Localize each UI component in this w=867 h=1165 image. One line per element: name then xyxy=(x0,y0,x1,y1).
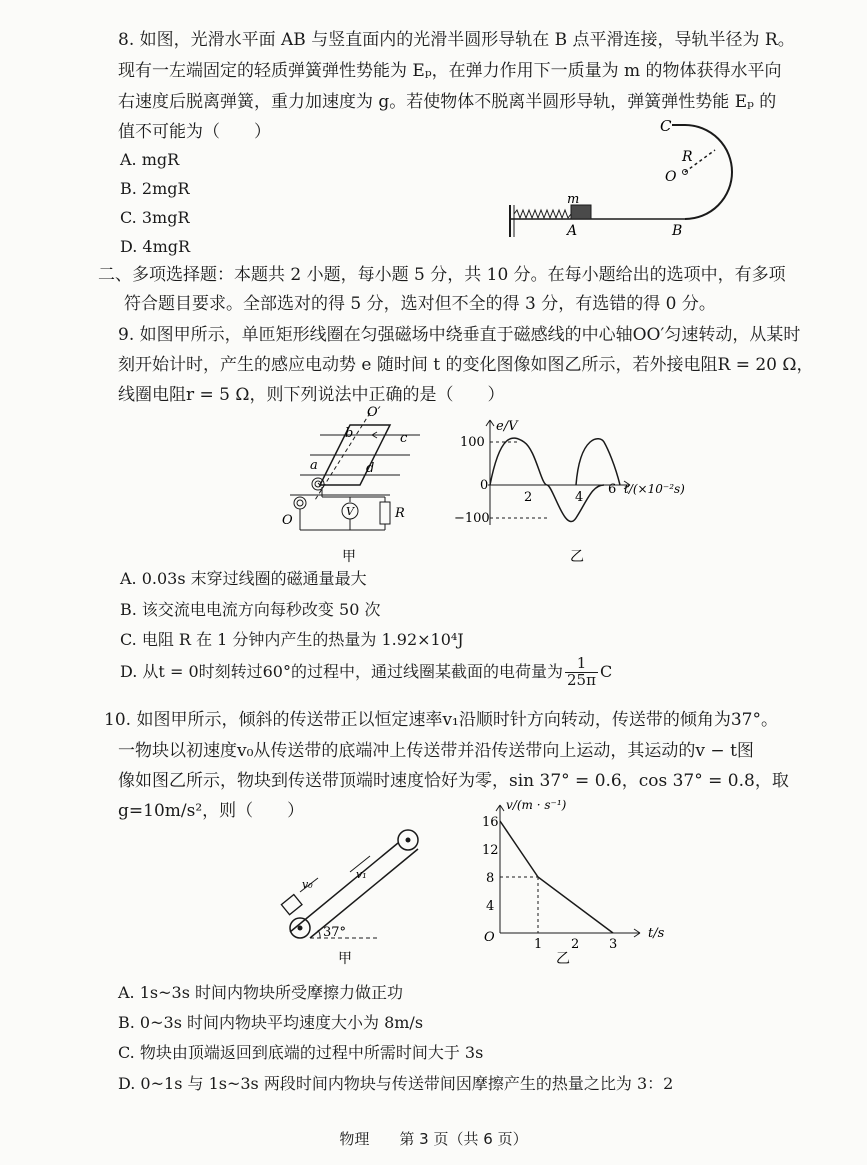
q10-line-1: 10. 如图甲所示，倾斜的传送带正以恒定速率v₁沿顺时针方向转动，传送带的倾角为37°。 xyxy=(104,710,778,730)
q9-label-oprime: O′ xyxy=(367,405,381,420)
q9-line-1: 9. 如图甲所示，单匝矩形线圈在匀强磁场中绕垂直于磁感线的中心轴OO′匀速转动，从某时 xyxy=(118,325,801,345)
q9-option-d-text: D. 从t = 0时刻转过60°的过程中，通过线圈某截面的电荷量为 xyxy=(120,661,563,681)
q9-label-a: a xyxy=(310,458,318,473)
q10-origin: O xyxy=(484,930,495,945)
q9-option-d-numerator: 1 xyxy=(565,656,598,673)
q10-line-4: g=10m/s²，则（ ） xyxy=(118,801,305,821)
q10-tick-t2: 2 xyxy=(571,937,580,952)
q9-option-a: A. 0.03s 末穿过线圈的磁通量最大 xyxy=(120,569,367,588)
q10-option-a: A. 1s~3s 时间内物块所受摩擦力做正功 xyxy=(118,983,404,1002)
q8-line-3: 右速度后脱离弹簧，重力加速度为 g。若使物体不脱离半圆形导轨，弹簧弹性势能 Eₚ 的 xyxy=(118,92,777,112)
q9-line-3: 线圈电阻r = 5 Ω，则下列说法中正确的是（ ） xyxy=(118,385,505,405)
q9-label-o: O xyxy=(282,513,293,528)
page-footer: 物理 第 3 页（共 6 页） xyxy=(339,1130,528,1148)
q10-label-angle: 37° xyxy=(323,925,347,940)
q10-option-b: B. 0~3s 时间内物块平均速度大小为 8m/s xyxy=(118,1013,424,1032)
q10-tick-12: 12 xyxy=(482,843,499,858)
q8-figure xyxy=(500,115,740,245)
q8-option-c: C. 3mgR xyxy=(120,208,190,227)
q8-label-b: B xyxy=(672,223,683,239)
q10-figure-yi xyxy=(470,795,690,970)
q8-option-a: A. mgR xyxy=(120,150,180,169)
q9-caption-jia: 甲 xyxy=(342,549,356,565)
q10-caption-jia: 甲 xyxy=(338,951,352,967)
q9-tick-t4: 4 xyxy=(575,490,584,505)
q9-tick-neg100: −100 xyxy=(454,511,490,526)
q9-tick-100: 100 xyxy=(460,435,485,450)
q8-label-m: m xyxy=(567,192,580,207)
q9-voltmeter-label: V xyxy=(346,505,354,518)
q9-caption-yi: 乙 xyxy=(570,549,584,565)
q9-resistor-label: R xyxy=(395,506,405,521)
q9-option-c: C. 电阻 R 在 1 分钟内产生的热量为 1.92×10⁴J xyxy=(120,630,464,649)
q10-tick-8: 8 xyxy=(486,871,495,886)
q10-ylabel: v/(m · s⁻¹) xyxy=(506,798,567,812)
q10-tick-t3: 3 xyxy=(609,937,618,952)
q9-option-d-fraction xyxy=(565,656,598,689)
q9-xlabel: t/(×10⁻²s) xyxy=(624,482,685,496)
q9-label-d: d xyxy=(366,461,375,476)
q10-xlabel: t/s xyxy=(648,926,665,941)
q10-caption-yi: 乙 xyxy=(556,951,570,967)
q10-tick-4: 4 xyxy=(486,899,495,914)
q8-label-c: C xyxy=(660,117,672,135)
q9-label-b: b xyxy=(345,426,354,441)
q9-figure-yi xyxy=(440,405,710,570)
q8-option-d: D. 4mgR xyxy=(120,237,191,256)
q10-label-v1: v₁ xyxy=(356,868,367,881)
q10-label-v0: v₀ xyxy=(302,878,313,891)
q10-tick-t1: 1 xyxy=(534,937,543,952)
q8-line-2: 现有一左端固定的轻质弹簧弹性势能为 Eₚ，在弹力作用下一质量为 m 的物体获得水平向 xyxy=(118,61,782,81)
q9-option-d-unit: C xyxy=(599,661,613,681)
q10-option-c: C. 物块由顶端返回到底端的过程中所需时间大于 3s xyxy=(118,1043,484,1062)
section2-line-2: 符合题目要求。全部选对的得 5 分，选对但不全的得 3 分，有选错的得 0 分。 xyxy=(124,294,716,314)
q9-option-d xyxy=(120,656,612,689)
q10-line-2: 一物块以初速度v₀从传送带的底端冲上传送带并沿传送带向上运动，其运动的v − t图 xyxy=(118,741,754,761)
q9-tick-t6: 6 xyxy=(608,482,617,497)
q9-option-b: B. 该交流电电流方向每秒改变 50 次 xyxy=(120,600,381,619)
q10-tick-16: 16 xyxy=(482,815,499,830)
q8-label-a: A xyxy=(567,223,578,239)
section2-line-1: 二、多项选择题：本题共 2 小题，每小题 5 分，共 10 分。在每小题给出的选项中，有多项 xyxy=(98,265,786,285)
q9-tick-t2: 2 xyxy=(524,490,533,505)
q9-label-c: c xyxy=(400,431,408,446)
q8-label-o: O xyxy=(665,169,677,185)
q8-line-1: 8. 如图，光滑水平面 AB 与竖直面内的光滑半圆形导轨在 B 点平滑连接，导轨半径为 R。 xyxy=(118,30,795,50)
q10-option-d: D. 0~1s 与 1s~3s 两段时间内物块与传送带间因摩擦产生的热量之比为 3：2 xyxy=(118,1074,674,1093)
q8-label-r: R xyxy=(682,149,693,165)
q9-line-2: 刻开始计时，产生的感应电动势 e 随时间 t 的变化图像如图乙所示，若外接电阻R = 20 Ω， xyxy=(118,355,814,375)
q8-option-b: B. 2mgR xyxy=(120,179,190,198)
q10-figure-jia xyxy=(270,820,440,970)
q9-tick-0: 0 xyxy=(480,478,489,493)
q9-ylabel: e/V xyxy=(496,419,518,434)
q10-line-3: 像如图乙所示，物块到传送带顶端时速度恰好为零，sin 37° = 0.6，cos 37° = 0.8，取 xyxy=(118,771,789,791)
q8-line-4: 值不可能为（ ） xyxy=(118,122,271,142)
q9-option-d-denominator: 25π xyxy=(566,670,596,689)
q9-figure-jia xyxy=(270,405,430,570)
